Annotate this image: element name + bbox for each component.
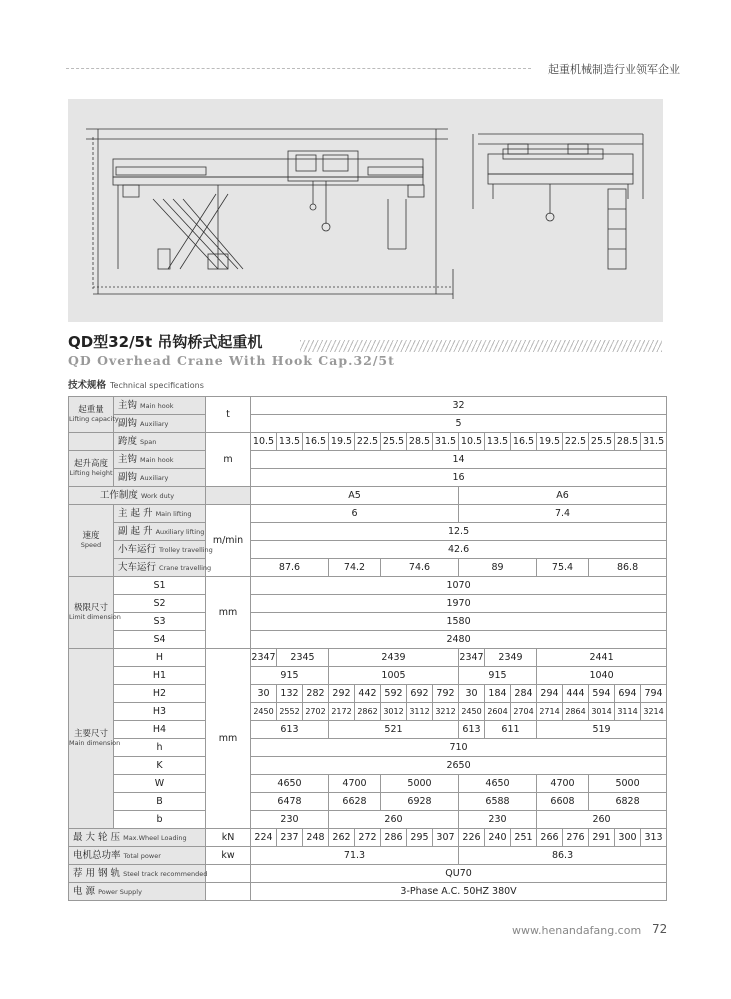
s3-label: S3	[114, 613, 206, 631]
unit-kN: kN	[206, 829, 251, 847]
row-aux-cap	[69, 415, 667, 433]
crane-speed-cell: 74.2	[329, 559, 381, 577]
row-aux-lift-speed	[69, 523, 667, 541]
span-cell: 10.5	[459, 433, 485, 451]
W-label: W	[114, 775, 206, 793]
H3-cell: 3014	[589, 703, 615, 721]
H-cell: 2345	[277, 649, 329, 667]
W-cell: 5000	[589, 775, 667, 793]
span-cell: 16.5	[303, 433, 329, 451]
s2-label: S2	[114, 595, 206, 613]
wheel-cell: 272	[355, 829, 381, 847]
steel-track-label: 荐 用 钢 轨 Steel track recommended	[69, 865, 206, 883]
wheel-cell: 262	[329, 829, 355, 847]
lifting-capacity-label: 起重量 Lifting capacity	[69, 397, 114, 433]
wheel-cell: 307	[433, 829, 459, 847]
power-supply-label: 电 源 Power Supply	[69, 883, 206, 901]
unit-kw: kw	[206, 847, 251, 865]
aux-height-label: 副钩 Auxiliary	[114, 469, 206, 487]
span-cell: 10.5	[251, 433, 277, 451]
row-K	[69, 757, 667, 775]
H4-cell: 521	[329, 721, 459, 739]
blank-cell	[69, 433, 114, 451]
B-cell: 6928	[381, 793, 459, 811]
W-cell: 4700	[537, 775, 589, 793]
crane-drawing-svg	[68, 99, 663, 322]
wheel-cell: 295	[407, 829, 433, 847]
span-cell: 22.5	[563, 433, 589, 451]
H4-cell: 611	[485, 721, 537, 739]
H3-label: H3	[114, 703, 206, 721]
wheel-cell: 276	[563, 829, 589, 847]
wheel-cell: 248	[303, 829, 329, 847]
span-cell: 19.5	[537, 433, 563, 451]
H3-cell: 2172	[329, 703, 355, 721]
H3-cell: 2864	[563, 703, 589, 721]
duty-a5: A5	[251, 487, 459, 505]
span-cell: 19.5	[329, 433, 355, 451]
span-cell: 31.5	[433, 433, 459, 451]
H2-cell: 132	[277, 685, 303, 703]
crane-label: 大车运行 Crane travelling	[114, 559, 206, 577]
H3-cell: 3214	[641, 703, 667, 721]
aux-cap-value: 5	[251, 415, 667, 433]
b-cell: 230	[251, 811, 329, 829]
lifting-height-label: 起升高度 Lifting height	[69, 451, 114, 487]
H3-cell: 3112	[407, 703, 433, 721]
row-H	[69, 649, 667, 667]
spec-label-cn: 技术规格	[68, 380, 107, 391]
B-label: B	[114, 793, 206, 811]
main-lift-speed-a6: 7.4	[459, 505, 667, 523]
s4-value: 2480	[251, 631, 667, 649]
K-value: 2650	[251, 757, 667, 775]
B-cell: 6478	[251, 793, 329, 811]
wheel-cell: 313	[641, 829, 667, 847]
H3-cell: 2862	[355, 703, 381, 721]
row-h	[69, 739, 667, 757]
H4-label: H4	[114, 721, 206, 739]
speed-label: 速度 Speed	[69, 505, 114, 577]
wheel-cell: 300	[615, 829, 641, 847]
unit-m-per-min: m/min	[206, 505, 251, 577]
H-label: H	[114, 649, 206, 667]
wheel-cell: 286	[381, 829, 407, 847]
span-cell: 22.5	[355, 433, 381, 451]
footer-url: www.henandafang.com	[512, 924, 642, 937]
H2-cell: 694	[615, 685, 641, 703]
H2-cell: 442	[355, 685, 381, 703]
row-W	[69, 775, 667, 793]
H2-cell: 282	[303, 685, 329, 703]
H2-cell: 284	[511, 685, 537, 703]
row-total-power	[69, 847, 667, 865]
power-a5: 71.3	[251, 847, 459, 865]
crane-speed-cell: 87.6	[251, 559, 329, 577]
row-s2	[69, 595, 667, 613]
page-number: 72	[652, 922, 668, 936]
H2-cell: 794	[641, 685, 667, 703]
span-cell: 13.5	[485, 433, 511, 451]
aux-lift-height-value: 16	[251, 469, 667, 487]
H2-cell: 30	[251, 685, 277, 703]
aux-lift-speed-value: 12.5	[251, 523, 667, 541]
blank-cell	[206, 883, 251, 901]
main-lift-height-value: 14	[251, 451, 667, 469]
power-supply-value: 3-Phase A.C. 50HZ 380V	[251, 883, 667, 901]
title-hatch-decoration	[300, 340, 662, 352]
B-cell: 6628	[329, 793, 381, 811]
main-hook-label: 主钩 Main hook	[114, 397, 206, 415]
H2-cell: 294	[537, 685, 563, 703]
row-steel-track	[69, 865, 667, 883]
row-work-duty	[69, 487, 667, 505]
wheel-cell: 224	[251, 829, 277, 847]
wheel-cell: 266	[537, 829, 563, 847]
work-duty-label: 工作制度 Work duty	[69, 487, 206, 505]
row-power-supply	[69, 883, 667, 901]
B-cell: 6608	[537, 793, 589, 811]
spec-label-en: Technical specifications	[110, 381, 204, 390]
h-label: h	[114, 739, 206, 757]
row-main-hook-cap	[69, 397, 667, 415]
H3-cell: 2702	[303, 703, 329, 721]
wheel-cell: 240	[485, 829, 511, 847]
s3-value: 1580	[251, 613, 667, 631]
H4-cell: 519	[537, 721, 667, 739]
b-cell: 260	[329, 811, 459, 829]
header-divider	[66, 68, 531, 69]
row-b	[69, 811, 667, 829]
wheel-cell: 237	[277, 829, 303, 847]
s2-value: 1970	[251, 595, 667, 613]
H1-cell: 915	[459, 667, 537, 685]
H-cell: 2441	[537, 649, 667, 667]
page-title-cn: QD型32/5t 吊钩桥式起重机	[68, 333, 263, 351]
H4-cell: 613	[251, 721, 329, 739]
H1-label: H1	[114, 667, 206, 685]
H2-cell: 594	[589, 685, 615, 703]
H1-cell: 1005	[329, 667, 459, 685]
unit-mm-2: mm	[206, 649, 251, 829]
row-s4	[69, 631, 667, 649]
spec-section-label	[68, 377, 204, 391]
W-cell: 4650	[459, 775, 537, 793]
trolley-speed-value: 42.6	[251, 541, 667, 559]
wheel-cell: 251	[511, 829, 537, 847]
H3-cell: 2552	[277, 703, 303, 721]
W-cell: 4650	[251, 775, 329, 793]
main-lift-speed-a5: 6	[251, 505, 459, 523]
wheel-loading-label: 最 大 轮 压 Max.Wheel Loading	[69, 829, 206, 847]
unit-m: m	[206, 433, 251, 487]
row-aux-lift-height	[69, 469, 667, 487]
H3-cell: 3114	[615, 703, 641, 721]
unit-mm: mm	[206, 577, 251, 649]
blank-cell	[206, 865, 251, 883]
H-cell: 2347	[251, 649, 277, 667]
steel-track-value: QU70	[251, 865, 667, 883]
row-H1	[69, 667, 667, 685]
main-hook-height-label: 主钩 Main hook	[114, 451, 206, 469]
span-cell: 28.5	[615, 433, 641, 451]
row-B	[69, 793, 667, 811]
row-main-lift-height	[69, 451, 667, 469]
H2-cell: 592	[381, 685, 407, 703]
s1-value: 1070	[251, 577, 667, 595]
trolley-label: 小车运行 Trolley travelling	[114, 541, 206, 559]
H3-cell: 2450	[251, 703, 277, 721]
spec-table	[68, 396, 667, 901]
H-cell: 2439	[329, 649, 459, 667]
span-cell: 31.5	[641, 433, 667, 451]
crane-speed-cell: 74.6	[381, 559, 459, 577]
span-cell: 28.5	[407, 433, 433, 451]
b-cell: 260	[537, 811, 667, 829]
H3-cell: 2450	[459, 703, 485, 721]
row-crane-speed	[69, 559, 667, 577]
wheel-cell: 226	[459, 829, 485, 847]
span-cell: 16.5	[511, 433, 537, 451]
total-power-label: 电机总功率 Total power	[69, 847, 206, 865]
B-cell: 6588	[459, 793, 537, 811]
aux-hook-label: 副钩 Auxiliary	[114, 415, 206, 433]
aux-lifting-label: 副 起 升 Auxiliary lifting	[114, 523, 206, 541]
crane-speed-cell: 89	[459, 559, 537, 577]
header-slogan: 起重机械制造行业领军企业	[548, 63, 680, 76]
s4-label: S4	[114, 631, 206, 649]
span-cell: 25.5	[589, 433, 615, 451]
row-H2	[69, 685, 667, 703]
W-cell: 4700	[329, 775, 381, 793]
main-hook-cap-value: 32	[251, 397, 667, 415]
row-H4	[69, 721, 667, 739]
W-cell: 5000	[381, 775, 459, 793]
H1-cell: 1040	[537, 667, 667, 685]
H-cell: 2349	[485, 649, 537, 667]
power-a6: 86.3	[459, 847, 667, 865]
H3-cell: 2604	[485, 703, 511, 721]
b-cell: 230	[459, 811, 537, 829]
h-value: 710	[251, 739, 667, 757]
page-title-en: QD Overhead Crane With Hook Cap.32/5t	[68, 353, 395, 368]
H2-cell: 30	[459, 685, 485, 703]
H4-cell: 613	[459, 721, 485, 739]
H-cell: 2347	[459, 649, 485, 667]
H2-label: H2	[114, 685, 206, 703]
row-H3	[69, 703, 667, 721]
b-label: b	[114, 811, 206, 829]
H2-cell: 184	[485, 685, 511, 703]
wheel-cell: 291	[589, 829, 615, 847]
blank-cell	[206, 487, 251, 505]
H1-cell: 915	[251, 667, 329, 685]
K-label: K	[114, 757, 206, 775]
s1-label: S1	[114, 577, 206, 595]
H2-cell: 292	[329, 685, 355, 703]
main-lifting-label: 主 起 升 Main lifting	[114, 505, 206, 523]
row-wheel-loading	[69, 829, 667, 847]
H3-cell: 2704	[511, 703, 537, 721]
main-dimension-label: 主要尺寸 Main dimension	[69, 649, 114, 829]
row-trolley-speed	[69, 541, 667, 559]
span-cell: 25.5	[381, 433, 407, 451]
B-cell: 6828	[589, 793, 667, 811]
crane-drawing	[68, 99, 663, 322]
H2-cell: 692	[407, 685, 433, 703]
H3-cell: 3012	[381, 703, 407, 721]
limit-dimension-label: 极限尺寸 Limit dimension	[69, 577, 114, 649]
H2-cell: 444	[563, 685, 589, 703]
unit-t: t	[206, 397, 251, 433]
crane-speed-cell: 75.4	[537, 559, 589, 577]
row-span	[69, 433, 667, 451]
row-main-lift-speed	[69, 505, 667, 523]
span-cell: 13.5	[277, 433, 303, 451]
crane-speed-cell: 86.8	[589, 559, 667, 577]
H3-cell: 2714	[537, 703, 563, 721]
span-label: 跨度 Span	[114, 433, 206, 451]
duty-a6: A6	[459, 487, 667, 505]
H2-cell: 792	[433, 685, 459, 703]
row-s1	[69, 577, 667, 595]
row-s3	[69, 613, 667, 631]
H3-cell: 3212	[433, 703, 459, 721]
